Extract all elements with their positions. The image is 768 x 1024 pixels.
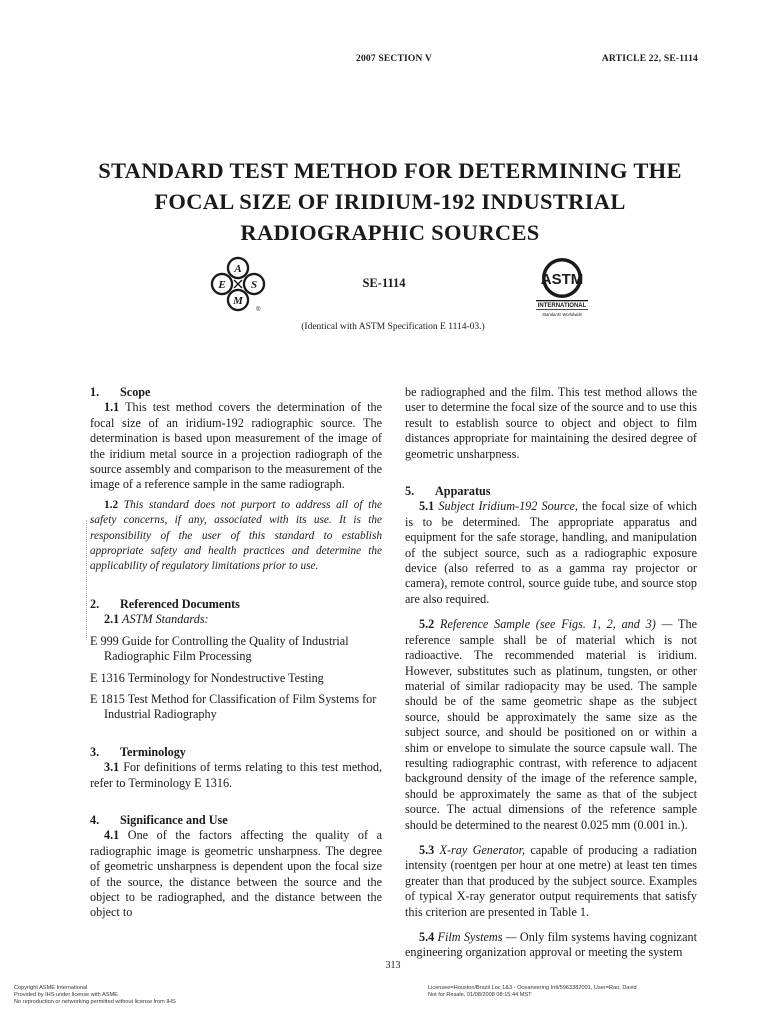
asme-letter-m: M: [233, 295, 243, 307]
section-1-heading: 1. Scope: [90, 385, 151, 399]
astm-tagline: Standards Worldwide: [542, 312, 582, 317]
paragraph-1-2: 1.2 This standard does not purport to address all of the safety concerns, if any, associated with its use. It is the responsibility of the user of this standard to establish appropriate safety and health practices and determine the applicability of regulatory limitations prior to use.: [90, 498, 382, 573]
footer-license: [428, 985, 637, 999]
footer-copyright: [14, 985, 176, 1005]
identical-note: (Identical with ASTM Specification E 1114-03.): [301, 322, 485, 332]
section-3-heading: 3. Terminology: [90, 744, 186, 759]
asme-letter-s: S: [250, 279, 258, 291]
section-4-heading: 4. Significance and Use: [90, 812, 228, 827]
registered-mark: ®: [256, 307, 261, 312]
margin-mark: [86, 520, 89, 640]
astm-international: INTERNATIONAL: [537, 303, 587, 309]
paragraph-5-2: 5.2 Reference Sample (see Figs. 1, 2, and 3) — The reference sample shall be of material which is not radioactive. The recommended material is iridium. However, substitutes such as platinum, tungsten, or other material of similar radiopacity may be used. The sample should be of the same geometric shape as the subject source, should be approximately the same size as the subject source, and should be positioned on or within a shim or envelope to simulate the source capsule wall. The resulting radiographic contrast, with reference to adjacent background density of the image of the reference sample, should be approximately the same as that of the subject source. The actual dimensions of the reference sample should be determined to the nearest 0.025 mm (0.001 in.).: [405, 617, 697, 832]
document-title: STANDARD TEST METHOD FOR DETERMINING THE FOCAL SIZE OF IRIDIUM-192 INDUSTRIAL RADIOGRAPHIC SOURCES: [98, 158, 682, 245]
running-header-section: 2007 SECTION V: [356, 54, 433, 64]
page-number: 313: [385, 960, 401, 971]
paragraph-2-1: 2.1 ASTM Standards:: [104, 612, 209, 627]
footer-line: Provided by IHS under license with ASME: [14, 991, 118, 998]
paragraph-5-4: 5.4 Film Systems — Only film systems having cognizant engineering organization approval or meeting the system: [405, 930, 697, 960]
right-column: [405, 385, 697, 961]
asme-letter-e: E: [218, 279, 226, 291]
astm-wordmark: ASTM: [540, 271, 584, 288]
footer-line: Licensee=Houston/Brazil Loc 1&3 - Oceaneering Intl/5963382001, User=Rao, David: [428, 985, 637, 991]
paragraph-5-1: 5.1 Subject Iridium-192 Source, the focal size of which is to be determined. The appropriate apparatus and equipment for the safe storage, handling, and manipulation of the subject source, such as a radiographic exposure device (also referred to as a gamma ray projector or camera), remote control, source guide tube, and source stop are also required.: [405, 499, 697, 606]
reference-e1815: E 1815 Test Method for Classification of Film Systems for Industrial Radiography: [90, 691, 377, 722]
paragraph-3-1: 3.1 For definitions of terms relating to this test method, refer to Terminology E 1316.: [90, 760, 382, 790]
paragraph-5-3: 5.3 X-ray Generator, capable of producing a radiation intensity (roentgen per hour at one metre) at least ten times greater than that produced by the subject source. Examples of typical X-ray generator output requirements that satisfy this criterion are presented in Table 1.: [405, 842, 698, 919]
footer-line: No reproduction or networking permitted without license from IHS: [14, 998, 176, 1005]
asme-letter-a: A: [234, 263, 242, 275]
footer-line: Copyright ASME International: [14, 985, 88, 991]
running-header-article: ARTICLE 22, SE-1114: [601, 54, 698, 64]
astm-logo: [532, 256, 592, 320]
reference-e999: E 999 Guide for Controlling the Quality of Industrial Radiographic Film Processing: [90, 633, 349, 664]
reference-e1316: E 1316 Terminology for Nondestructive Testing: [90, 670, 324, 685]
paragraph-4-1: 4.1 One of the factors affecting the quality of a radiographic image is geometric unsharpness. The degree of geometric unsharpness is dependent upon the focal size of the source, the distance between the source and the object to be radiographed, and the distance between the object to: [90, 828, 382, 920]
paragraph-4-1-continued: be radiographed and the film. This test method allows the user to determine the focal size of the source and to use this result to establish source to object and object to film distances appropriate for maintaining the desired degree of geometric unsharpness.: [405, 385, 697, 461]
left-column: [90, 385, 382, 921]
paragraph-1-1: 1.1 This test method covers the determination of the focal size of an iridium-192 radiographic source. The determination is based upon measurement of the image of the iridium metal source in a projection radiograph of the source assembly and comparison to the measurement of the image of a reference sample in the same radiograph.: [90, 400, 382, 492]
section-2-heading: 2. Referenced Documents: [90, 596, 240, 611]
footer-line: Not for Resale, 01/08/2008 08:15:44 MST: [428, 991, 532, 998]
section-5-heading: 5. Apparatus: [405, 484, 491, 499]
designation-number: SE-1114: [362, 276, 406, 290]
